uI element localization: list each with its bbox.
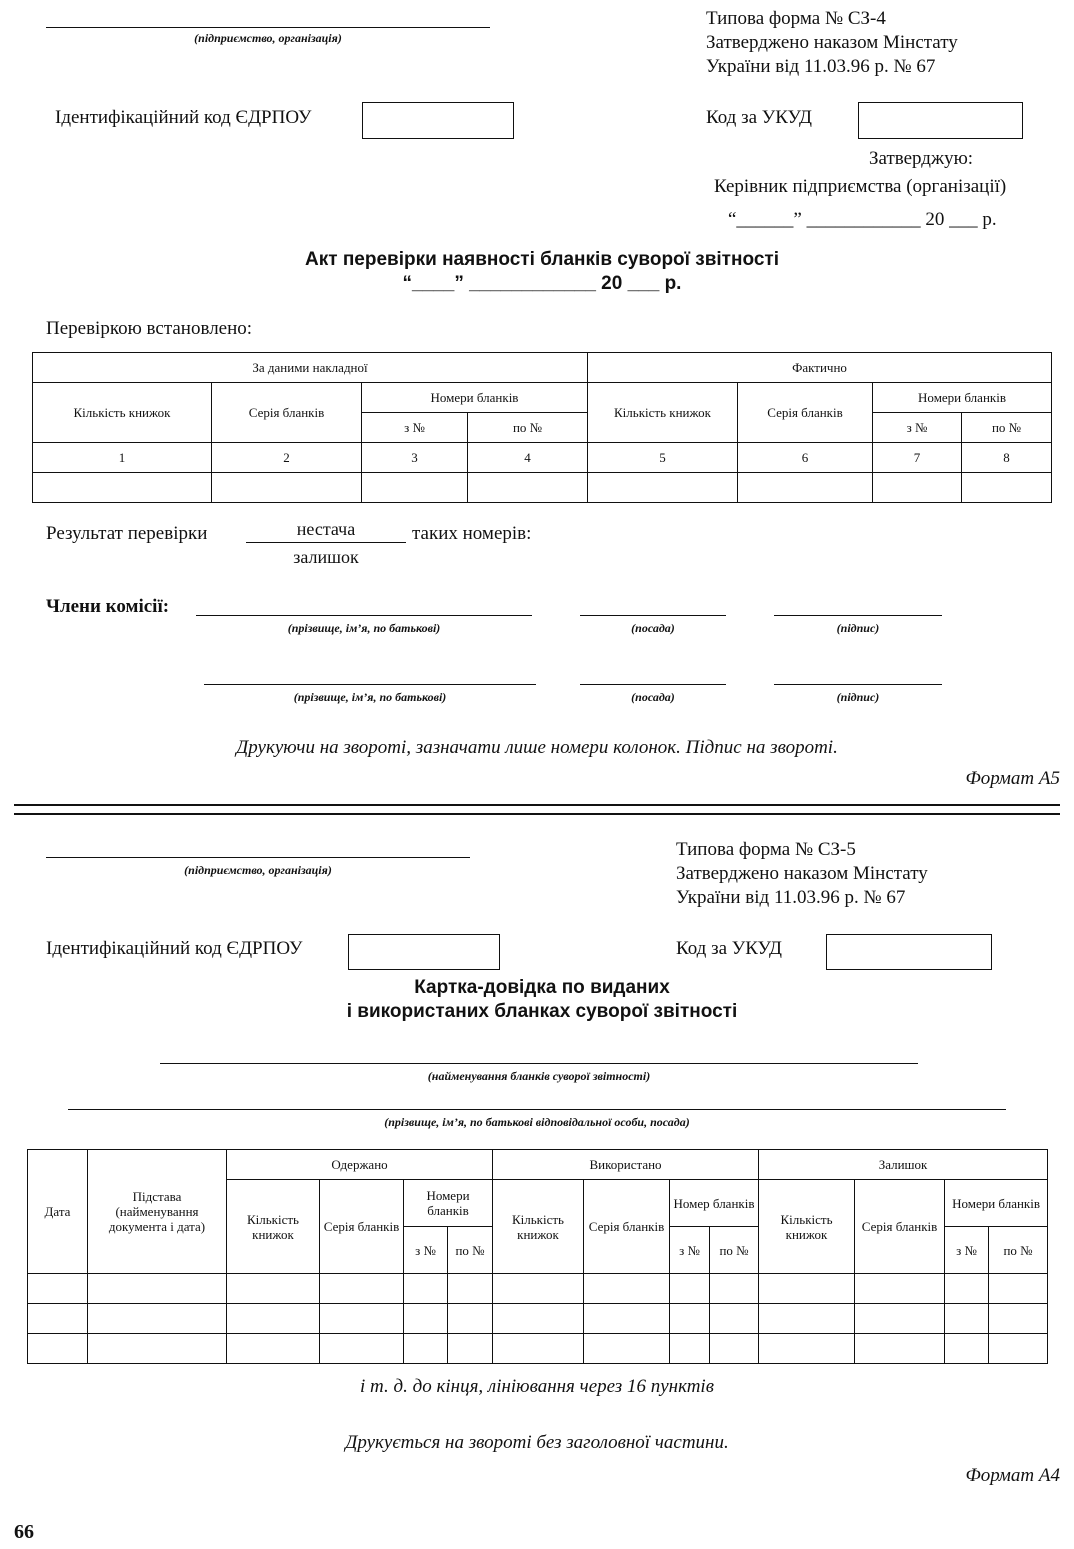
surplus-text: залишок bbox=[293, 547, 359, 567]
table-cell[interactable] bbox=[493, 1274, 584, 1304]
org-caption-2: (підприємство, організація) bbox=[184, 863, 332, 877]
table-row bbox=[28, 1304, 1048, 1334]
col-numbers-actual: Номери бланків bbox=[873, 383, 1052, 413]
col-books-received: Кількість книжок bbox=[227, 1180, 320, 1274]
table-cell[interactable] bbox=[493, 1334, 584, 1364]
shortage-text: нестача bbox=[296, 519, 356, 539]
table-cell[interactable] bbox=[855, 1304, 945, 1334]
col-numbers-received: Номери бланків bbox=[404, 1180, 493, 1227]
table-cell[interactable] bbox=[989, 1274, 1048, 1304]
table-cell[interactable] bbox=[227, 1334, 320, 1364]
forms-name-line[interactable] bbox=[160, 1044, 918, 1064]
col-numbers-remaining: Номери бланків bbox=[945, 1180, 1048, 1227]
table-cell[interactable] bbox=[989, 1304, 1048, 1334]
col-number-cell: 4 bbox=[468, 443, 588, 473]
table-cell[interactable] bbox=[759, 1274, 855, 1304]
table-cell[interactable] bbox=[962, 473, 1052, 503]
table-row bbox=[28, 1274, 1048, 1304]
table-cell[interactable] bbox=[670, 1304, 710, 1334]
separator-line-top bbox=[14, 804, 1060, 806]
card-table bbox=[27, 1149, 1048, 1364]
member-name-caption-2: (прізвище, ім’я, по батькові) bbox=[293, 690, 447, 704]
col-basis: Підстава (найменування документа і дата) bbox=[88, 1150, 227, 1274]
table-cell[interactable] bbox=[584, 1304, 670, 1334]
member-position-line-1[interactable] bbox=[580, 596, 726, 616]
table-cell[interactable] bbox=[468, 473, 588, 503]
org-name-line-2[interactable] bbox=[46, 838, 470, 858]
approve-word: Затверджую: bbox=[869, 148, 974, 169]
table-cell[interactable] bbox=[873, 473, 962, 503]
table-cell[interactable] bbox=[362, 473, 468, 503]
group-invoice: За даними накладної bbox=[33, 353, 588, 383]
card-title-line-2: і використаних бланках суворої звітності bbox=[346, 1001, 738, 1022]
responsible-person-line[interactable] bbox=[68, 1090, 1006, 1110]
member-name-line-2[interactable] bbox=[204, 665, 536, 685]
form-type: Типова форма № СЗ-4 bbox=[706, 8, 886, 29]
col-series: Серія бланків bbox=[212, 383, 362, 443]
continuation-note: і т. д. до кінця, лініювання через 16 пунктів bbox=[360, 1376, 714, 1397]
member-signature-line-2[interactable] bbox=[774, 665, 942, 685]
table-cell[interactable] bbox=[88, 1274, 227, 1304]
table-cell[interactable] bbox=[855, 1274, 945, 1304]
member-position-caption-1: (посада) bbox=[631, 621, 675, 635]
approved-line-1: Затверджено наказом Мінстату bbox=[706, 32, 958, 53]
form-type-2: Типова форма № СЗ-5 bbox=[676, 839, 856, 860]
member-name-line-1[interactable] bbox=[196, 596, 532, 616]
table-cell[interactable] bbox=[738, 473, 873, 503]
member-signature-caption-1: (підпис) bbox=[836, 621, 880, 635]
approved-line-2-2: України від 11.03.96 р. № 67 bbox=[676, 887, 906, 908]
act-title: Акт перевірки наявності бланків суворої звітності bbox=[305, 249, 779, 270]
member-name-caption-1: (прізвище, ім’я, по батькові) bbox=[287, 621, 441, 635]
table-cell[interactable] bbox=[855, 1334, 945, 1364]
table-cell[interactable] bbox=[448, 1274, 493, 1304]
result-tail: таких номерів: bbox=[412, 523, 532, 544]
col-numbers-used: Номер бланків bbox=[670, 1180, 759, 1227]
col-number-cell: 2 bbox=[212, 443, 362, 473]
table-cell[interactable] bbox=[404, 1274, 448, 1304]
table-cell[interactable] bbox=[404, 1304, 448, 1334]
members-label: Члени комісії: bbox=[46, 596, 170, 617]
table-cell[interactable] bbox=[404, 1334, 448, 1364]
col-from-used: з № bbox=[670, 1227, 710, 1274]
ukud-code-field[interactable] bbox=[858, 102, 1023, 139]
col-number-cell: 6 bbox=[738, 443, 873, 473]
head-label: Керівник підприємства (організації) bbox=[714, 176, 1007, 197]
col-from-remaining: з № bbox=[945, 1227, 989, 1274]
footnote-1: Друкуючи на звороті, зазначати лише номери колонок. Підпис на звороті. bbox=[236, 737, 838, 758]
table-cell[interactable] bbox=[710, 1334, 759, 1364]
table-cell[interactable] bbox=[584, 1334, 670, 1364]
ukud-label-2: Код за УКУД bbox=[676, 938, 783, 959]
table-row bbox=[28, 1334, 1048, 1364]
approved-line-1-2: Затверджено наказом Мінстату bbox=[676, 863, 928, 884]
col-number-cell: 7 bbox=[873, 443, 962, 473]
table-cell[interactable] bbox=[588, 473, 738, 503]
org-name-line[interactable] bbox=[46, 8, 490, 28]
col-series-actual: Серія бланків bbox=[738, 383, 873, 443]
table-cell[interactable] bbox=[989, 1334, 1048, 1364]
table-cell[interactable] bbox=[670, 1334, 710, 1364]
result-label: Результат перевірки bbox=[46, 523, 208, 544]
edrpou-label: Ідентифікаційний код ЄДРПОУ bbox=[55, 107, 312, 128]
forms-name-caption: (найменування бланків суворої звітності) bbox=[427, 1069, 651, 1083]
table-cell[interactable] bbox=[448, 1304, 493, 1334]
table-cell[interactable] bbox=[88, 1334, 227, 1364]
member-position-caption-2: (посада) bbox=[631, 690, 675, 704]
table-cell[interactable] bbox=[493, 1304, 584, 1334]
table-cell[interactable] bbox=[945, 1304, 989, 1334]
table-cell[interactable] bbox=[212, 473, 362, 503]
table-cell[interactable] bbox=[584, 1274, 670, 1304]
table-cell[interactable] bbox=[759, 1304, 855, 1334]
table-cell[interactable] bbox=[28, 1334, 88, 1364]
col-numbers: Номери бланків bbox=[362, 383, 588, 413]
fraction-line bbox=[246, 542, 406, 543]
col-to: по № bbox=[468, 413, 588, 443]
separator-line-bottom bbox=[14, 813, 1060, 815]
col-to-received: по № bbox=[448, 1227, 493, 1274]
table-cell[interactable] bbox=[320, 1304, 404, 1334]
col-series-remaining: Серія бланків bbox=[855, 1180, 945, 1274]
table-cell[interactable] bbox=[945, 1334, 989, 1364]
table-row bbox=[33, 473, 1052, 503]
table-cell[interactable] bbox=[448, 1334, 493, 1364]
table-cell[interactable] bbox=[33, 473, 212, 503]
established-label: Перевіркою встановлено: bbox=[46, 318, 253, 339]
col-to-used: по № bbox=[710, 1227, 759, 1274]
ukud-label: Код за УКУД bbox=[706, 107, 813, 128]
table-cell[interactable] bbox=[28, 1304, 88, 1334]
col-number-cell: 5 bbox=[588, 443, 738, 473]
col-books-used: Кількість книжок bbox=[493, 1180, 584, 1274]
col-series-received: Серія бланків bbox=[320, 1180, 404, 1274]
edrpou-label-2: Ідентифікаційний код ЄДРПОУ bbox=[46, 938, 303, 959]
table-cell[interactable] bbox=[710, 1304, 759, 1334]
responsible-person-caption: (прізвище, ім’я, по батькові відповідальної особи, посада) bbox=[384, 1115, 690, 1129]
col-to-remaining: по № bbox=[989, 1227, 1048, 1274]
footnote-2: Друкується на звороті без заголовної частини. bbox=[345, 1432, 729, 1453]
check-table bbox=[32, 352, 1052, 503]
act-title-date: “____” ____________ 20 ___ р. bbox=[402, 273, 682, 294]
format-a4: Формат А4 bbox=[965, 1465, 1060, 1486]
approve-date: “______” ____________ 20 ___ р. bbox=[728, 209, 997, 230]
table-cell[interactable] bbox=[320, 1334, 404, 1364]
member-position-line-2[interactable] bbox=[580, 665, 726, 685]
group-received: Одержано bbox=[227, 1150, 493, 1180]
format-a5: Формат А5 bbox=[965, 768, 1060, 789]
org-caption: (підприємство, організація) bbox=[194, 31, 342, 45]
table-cell[interactable] bbox=[88, 1304, 227, 1334]
member-signature-line-1[interactable] bbox=[774, 596, 942, 616]
table-cell[interactable] bbox=[945, 1274, 989, 1304]
table-cell[interactable] bbox=[759, 1334, 855, 1364]
col-to-actual: по № bbox=[962, 413, 1052, 443]
table-cell[interactable] bbox=[227, 1304, 320, 1334]
member-signature-caption-2: (підпис) bbox=[836, 690, 880, 704]
col-number-cell: 8 bbox=[962, 443, 1052, 473]
approved-line-2: України від 11.03.96 р. № 67 bbox=[706, 56, 936, 77]
table-cell[interactable] bbox=[320, 1274, 404, 1304]
table-cell[interactable] bbox=[710, 1274, 759, 1304]
col-from: з № bbox=[362, 413, 468, 443]
col-books-remaining: Кількість книжок bbox=[759, 1180, 855, 1274]
table-cell[interactable] bbox=[227, 1274, 320, 1304]
edrpou-code-field[interactable] bbox=[362, 102, 514, 139]
col-series-used: Серія бланків bbox=[584, 1180, 670, 1274]
group-used: Використано bbox=[493, 1150, 759, 1180]
group-actual: Фактично bbox=[588, 353, 1052, 383]
col-from-actual: з № bbox=[873, 413, 962, 443]
col-number-cell: 3 bbox=[362, 443, 468, 473]
table-cell[interactable] bbox=[28, 1274, 88, 1304]
table-cell[interactable] bbox=[670, 1274, 710, 1304]
edrpou-code-field-2[interactable] bbox=[348, 934, 500, 970]
card-title-line-1: Картка-довідка по виданих bbox=[414, 977, 670, 998]
col-date: Дата bbox=[28, 1150, 88, 1274]
page-number: 66 bbox=[14, 1521, 34, 1543]
group-remaining: Залишок bbox=[759, 1150, 1048, 1180]
col-from-received: з № bbox=[404, 1227, 448, 1274]
col-books-actual: Кількість книжок bbox=[588, 383, 738, 443]
col-number-cell: 1 bbox=[33, 443, 212, 473]
ukud-code-field-2[interactable] bbox=[826, 934, 992, 970]
col-books: Кількість книжок bbox=[33, 383, 212, 443]
